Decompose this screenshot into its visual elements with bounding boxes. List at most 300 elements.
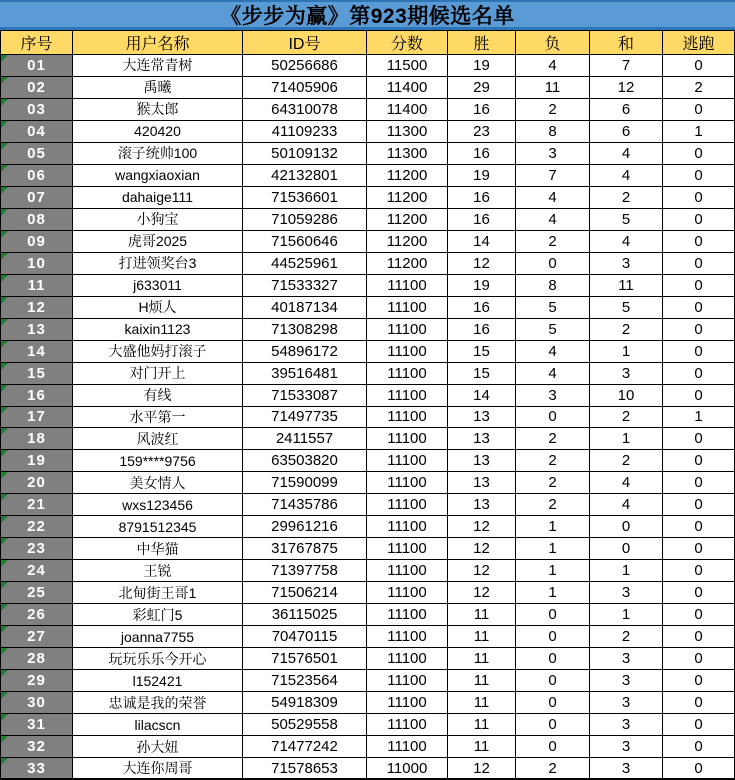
win-cell[interactable]: 11 [448,648,516,670]
win-cell[interactable]: 12 [448,582,516,604]
name-cell[interactable]: 忠诚是我的荣誉 [73,692,243,714]
no-cell[interactable] [0,714,73,736]
id-cell[interactable]: 39516481 [243,363,367,385]
id-cell[interactable]: 2411557 [243,428,367,450]
win-cell[interactable]: 12 [448,538,516,560]
no-cell[interactable] [0,99,73,121]
loss-cell[interactable]: 11 [516,77,590,99]
escape-cell[interactable]: 0 [663,494,735,516]
score-cell[interactable]: 11100 [367,736,448,758]
id-cell[interactable]: 71405906 [243,77,367,99]
win-cell[interactable]: 13 [448,428,516,450]
no-cell[interactable] [0,648,73,670]
no-cell[interactable] [0,582,73,604]
draw-cell[interactable]: 1 [590,560,663,582]
score-cell[interactable]: 11100 [367,428,448,450]
error-indicator-triangle-icon [1,604,8,611]
score-cell[interactable]: 11100 [367,692,448,714]
name-cell[interactable]: wangxiaoxian [73,165,243,187]
name-cell[interactable]: 美女情人 [73,472,243,494]
name-cell[interactable]: 159****9756 [73,450,243,472]
escape-cell[interactable]: 0 [663,319,735,341]
name-cell[interactable]: j633011 [73,275,243,297]
draw-cell[interactable]: 0 [590,516,663,538]
column-header-draw[interactable]: 和 [590,31,663,55]
score-cell[interactable]: 11100 [367,472,448,494]
loss-cell[interactable]: 2 [516,99,590,121]
draw-cell[interactable]: 5 [590,297,663,319]
escape-cell[interactable]: 0 [663,55,735,77]
loss-cell[interactable]: 2 [516,450,590,472]
id-cell[interactable]: 40187134 [243,297,367,319]
draw-cell[interactable]: 2 [590,319,663,341]
win-cell[interactable]: 29 [448,77,516,99]
table-row [0,428,735,450]
id-cell[interactable]: 71523564 [243,670,367,692]
draw-cell[interactable]: 4 [590,165,663,187]
column-header-no[interactable]: 序号 [0,31,73,55]
score-cell[interactable]: 11100 [367,319,448,341]
id-cell[interactable]: 71533327 [243,275,367,297]
loss-cell[interactable]: 2 [516,231,590,253]
win-cell[interactable]: 15 [448,363,516,385]
name-cell[interactable]: 玩玩乐乐今开心 [73,648,243,670]
name-cell[interactable]: lilacscn [73,714,243,736]
loss-cell[interactable]: 2 [516,428,590,450]
table-row [0,450,735,472]
draw-cell[interactable]: 6 [590,99,663,121]
name-cell[interactable]: 大盛他妈打滚子 [73,341,243,363]
id-cell[interactable]: 42132801 [243,165,367,187]
column-header-escape[interactable]: 逃跑 [663,31,735,55]
loss-cell[interactable]: 5 [516,297,590,319]
draw-cell[interactable]: 4 [590,494,663,516]
error-indicator-triangle-icon [1,516,8,523]
draw-cell[interactable]: 4 [590,143,663,165]
loss-cell[interactable]: 0 [516,253,590,275]
id-cell[interactable]: 71533087 [243,385,367,407]
escape-cell[interactable]: 1 [663,121,735,143]
name-cell[interactable]: kaixin1123 [73,319,243,341]
column-header-score[interactable]: 分数 [367,31,448,55]
score-cell[interactable]: 11100 [367,385,448,407]
draw-cell[interactable]: 3 [590,363,663,385]
loss-cell[interactable]: 1 [516,538,590,560]
no-cell[interactable] [0,253,73,275]
no-cell[interactable] [0,385,73,407]
loss-cell[interactable]: 4 [516,341,590,363]
score-cell[interactable]: 11200 [367,165,448,187]
no-cell[interactable] [0,450,73,472]
escape-cell[interactable]: 0 [663,736,735,758]
draw-cell[interactable]: 3 [590,736,663,758]
id-cell[interactable]: 54896172 [243,341,367,363]
draw-cell[interactable]: 3 [590,758,663,780]
name-cell[interactable]: 彩虹门5 [73,604,243,626]
score-cell[interactable]: 11100 [367,494,448,516]
loss-cell[interactable]: 0 [516,670,590,692]
score-cell[interactable]: 11400 [367,77,448,99]
row-number: 22 [27,518,46,536]
row-number: 01 [27,56,46,74]
score-cell[interactable]: 11100 [367,582,448,604]
escape-cell[interactable]: 0 [663,560,735,582]
no-cell[interactable] [0,55,73,77]
loss-cell[interactable]: 0 [516,648,590,670]
loss-cell[interactable]: 2 [516,494,590,516]
name-cell[interactable]: 孙大妞 [73,736,243,758]
loss-cell[interactable]: 3 [516,143,590,165]
draw-cell[interactable]: 3 [590,582,663,604]
escape-cell[interactable]: 2 [663,77,735,99]
id-cell[interactable]: 71435786 [243,494,367,516]
name-cell[interactable]: 大连常青树 [73,55,243,77]
score-cell[interactable]: 11100 [367,363,448,385]
table-row [0,77,735,99]
loss-cell[interactable]: 3 [516,385,590,407]
name-cell[interactable]: wxs123456 [73,494,243,516]
table-row [0,55,735,77]
draw-cell[interactable]: 11 [590,275,663,297]
no-cell[interactable] [0,472,73,494]
name-cell[interactable]: 猴太郎 [73,99,243,121]
name-cell[interactable]: 禹曦 [73,77,243,99]
escape-cell[interactable]: 0 [663,714,735,736]
score-cell[interactable]: 11100 [367,560,448,582]
id-cell[interactable]: 71506214 [243,582,367,604]
draw-cell[interactable]: 3 [590,692,663,714]
win-cell[interactable]: 16 [448,187,516,209]
draw-cell[interactable]: 12 [590,77,663,99]
loss-cell[interactable]: 0 [516,714,590,736]
row-number: 17 [27,408,46,426]
no-cell[interactable] [0,231,73,253]
error-indicator-triangle-icon [1,538,8,545]
draw-cell[interactable]: 10 [590,385,663,407]
win-cell[interactable]: 23 [448,121,516,143]
loss-cell[interactable]: 4 [516,187,590,209]
win-cell[interactable]: 13 [448,407,516,429]
column-header-loss[interactable]: 负 [516,31,590,55]
draw-cell[interactable]: 3 [590,253,663,275]
no-cell[interactable] [0,319,73,341]
no-cell[interactable] [0,428,73,450]
id-cell[interactable]: 71059286 [243,209,367,231]
win-cell[interactable]: 11 [448,626,516,648]
escape-cell[interactable]: 0 [663,297,735,319]
loss-cell[interactable]: 1 [516,582,590,604]
loss-cell[interactable]: 0 [516,626,590,648]
escape-cell[interactable]: 0 [663,187,735,209]
escape-cell[interactable]: 0 [663,99,735,121]
draw-cell[interactable]: 3 [590,670,663,692]
score-cell[interactable]: 11200 [367,209,448,231]
table-row [0,297,735,319]
no-cell[interactable] [0,692,73,714]
win-cell[interactable]: 16 [448,209,516,231]
column-header-win[interactable]: 胜 [448,31,516,55]
error-indicator-triangle-icon [1,341,8,348]
win-cell[interactable]: 16 [448,143,516,165]
id-cell[interactable]: 36115025 [243,604,367,626]
name-cell[interactable]: 有线 [73,385,243,407]
id-cell[interactable]: 71536601 [243,187,367,209]
no-cell[interactable] [0,736,73,758]
draw-cell[interactable]: 7 [590,55,663,77]
name-cell[interactable]: 小狗宝 [73,209,243,231]
error-indicator-triangle-icon [1,692,8,699]
loss-cell[interactable]: 4 [516,55,590,77]
name-cell[interactable]: 8791512345 [73,516,243,538]
column-header-name[interactable]: 用户名称 [73,31,243,55]
name-cell[interactable]: 虎哥2025 [73,231,243,253]
row-number: 24 [27,562,46,580]
name-cell[interactable]: dahaige111 [73,187,243,209]
id-cell[interactable]: 29961216 [243,516,367,538]
no-cell[interactable] [0,121,73,143]
score-cell[interactable]: 11300 [367,143,448,165]
win-cell[interactable]: 19 [448,55,516,77]
score-cell[interactable]: 11100 [367,516,448,538]
loss-cell[interactable]: 2 [516,758,590,780]
draw-cell[interactable]: 1 [590,341,663,363]
loss-cell[interactable]: 1 [516,560,590,582]
loss-cell[interactable]: 5 [516,319,590,341]
name-cell[interactable]: 北甸街王哥1 [73,582,243,604]
score-cell[interactable]: 11100 [367,626,448,648]
draw-cell[interactable]: 1 [590,428,663,450]
error-indicator-triangle-icon [1,736,8,743]
win-cell[interactable]: 12 [448,253,516,275]
win-cell[interactable]: 11 [448,714,516,736]
win-cell[interactable]: 13 [448,472,516,494]
win-cell[interactable]: 16 [448,319,516,341]
error-indicator-triangle-icon [1,648,8,655]
table-row [0,758,735,780]
id-cell[interactable]: 71560646 [243,231,367,253]
table-row [0,670,735,692]
win-cell[interactable]: 13 [448,450,516,472]
no-cell[interactable] [0,516,73,538]
score-cell[interactable]: 11000 [367,758,448,780]
name-cell[interactable]: 对门开上 [73,363,243,385]
win-cell[interactable]: 14 [448,231,516,253]
draw-cell[interactable]: 4 [590,231,663,253]
no-cell[interactable] [0,297,73,319]
escape-cell[interactable]: 0 [663,472,735,494]
draw-cell[interactable]: 2 [590,626,663,648]
row-number: 03 [27,100,46,118]
loss-cell[interactable]: 7 [516,165,590,187]
score-cell[interactable]: 11100 [367,604,448,626]
table-row [0,165,735,187]
score-cell[interactable]: 11200 [367,187,448,209]
draw-cell[interactable]: 6 [590,121,663,143]
row-number: 12 [27,298,46,316]
escape-cell[interactable]: 0 [663,209,735,231]
name-cell[interactable]: 420420 [73,121,243,143]
win-cell[interactable]: 12 [448,516,516,538]
column-header-id[interactable]: ID号 [243,31,367,55]
id-cell[interactable]: 70470115 [243,626,367,648]
win-cell[interactable]: 16 [448,297,516,319]
score-cell[interactable]: 11200 [367,231,448,253]
escape-cell[interactable]: 0 [663,648,735,670]
id-cell[interactable]: 63503820 [243,450,367,472]
score-cell[interactable]: 11500 [367,55,448,77]
escape-cell[interactable]: 0 [663,692,735,714]
table-row [0,407,735,429]
loss-cell[interactable]: 0 [516,692,590,714]
escape-cell[interactable]: 0 [663,670,735,692]
no-cell[interactable] [0,758,73,780]
loss-cell[interactable]: 4 [516,209,590,231]
name-cell[interactable]: 中华猫 [73,538,243,560]
name-cell[interactable]: 王锐 [73,560,243,582]
win-cell[interactable]: 11 [448,604,516,626]
draw-cell[interactable]: 3 [590,714,663,736]
escape-cell[interactable]: 1 [663,407,735,429]
table-row [0,143,735,165]
no-cell[interactable] [0,494,73,516]
score-cell[interactable]: 11100 [367,648,448,670]
name-cell[interactable]: 滚子统帅100 [73,143,243,165]
win-cell[interactable]: 14 [448,385,516,407]
table-row [0,516,735,538]
score-cell[interactable]: 11100 [367,407,448,429]
score-cell[interactable]: 11200 [367,253,448,275]
win-cell[interactable]: 19 [448,165,516,187]
draw-cell[interactable]: 2 [590,187,663,209]
no-cell[interactable] [0,670,73,692]
loss-cell[interactable]: 2 [516,472,590,494]
no-cell[interactable] [0,407,73,429]
escape-cell[interactable]: 0 [663,582,735,604]
id-cell[interactable]: 71397758 [243,560,367,582]
draw-cell[interactable]: 3 [590,648,663,670]
row-number: 28 [27,650,46,668]
draw-cell[interactable]: 2 [590,450,663,472]
id-cell[interactable]: 31767875 [243,538,367,560]
name-cell[interactable]: 水平第一 [73,407,243,429]
win-cell[interactable]: 19 [448,275,516,297]
no-cell[interactable] [0,604,73,626]
no-cell[interactable] [0,165,73,187]
escape-cell[interactable]: 0 [663,165,735,187]
no-cell[interactable] [0,560,73,582]
win-cell[interactable]: 15 [448,341,516,363]
loss-cell[interactable]: 8 [516,275,590,297]
win-cell[interactable]: 12 [448,758,516,780]
id-cell[interactable]: 71308298 [243,319,367,341]
id-cell[interactable]: 71576501 [243,648,367,670]
win-cell[interactable]: 16 [448,99,516,121]
row-number: 19 [27,452,46,470]
escape-cell[interactable]: 0 [663,253,735,275]
escape-cell[interactable]: 0 [663,143,735,165]
escape-cell[interactable]: 0 [663,604,735,626]
score-cell[interactable]: 11100 [367,538,448,560]
id-cell[interactable]: 64310078 [243,99,367,121]
score-cell[interactable]: 11100 [367,450,448,472]
win-cell[interactable]: 12 [448,560,516,582]
name-cell[interactable]: l152421 [73,670,243,692]
no-cell[interactable] [0,538,73,560]
name-cell[interactable]: H烦人 [73,297,243,319]
row-number: 30 [27,694,46,712]
escape-cell[interactable]: 0 [663,385,735,407]
win-cell[interactable]: 11 [448,692,516,714]
loss-cell[interactable]: 8 [516,121,590,143]
loss-cell[interactable]: 0 [516,604,590,626]
no-cell[interactable] [0,187,73,209]
win-cell[interactable]: 11 [448,736,516,758]
score-cell[interactable]: 11100 [367,341,448,363]
no-cell[interactable] [0,275,73,297]
id-cell[interactable]: 71578653 [243,758,367,780]
no-cell[interactable] [0,363,73,385]
escape-cell[interactable]: 0 [663,758,735,780]
no-cell[interactable] [0,143,73,165]
win-cell[interactable]: 13 [448,494,516,516]
draw-cell[interactable]: 2 [590,407,663,429]
loss-cell[interactable]: 0 [516,736,590,758]
id-cell[interactable]: 50109132 [243,143,367,165]
no-cell[interactable] [0,77,73,99]
loss-cell[interactable]: 1 [516,516,590,538]
id-cell[interactable]: 50256686 [243,55,367,77]
id-cell[interactable]: 41109233 [243,121,367,143]
loss-cell[interactable]: 0 [516,407,590,429]
id-cell[interactable]: 71590099 [243,472,367,494]
escape-cell[interactable]: 0 [663,626,735,648]
draw-cell[interactable]: 1 [590,604,663,626]
draw-cell[interactable]: 5 [590,209,663,231]
win-cell[interactable]: 11 [448,670,516,692]
score-cell[interactable]: 11100 [367,670,448,692]
score-cell[interactable]: 11300 [367,121,448,143]
escape-cell[interactable]: 0 [663,450,735,472]
score-cell[interactable]: 11100 [367,275,448,297]
escape-cell[interactable]: 0 [663,275,735,297]
escape-cell[interactable]: 0 [663,363,735,385]
name-cell[interactable]: joanna7755 [73,626,243,648]
row-number: 25 [27,584,46,602]
loss-cell[interactable]: 4 [516,363,590,385]
draw-cell[interactable]: 0 [590,538,663,560]
score-cell[interactable]: 11100 [367,714,448,736]
id-cell[interactable]: 71477242 [243,736,367,758]
escape-cell[interactable]: 0 [663,341,735,363]
escape-cell[interactable]: 0 [663,516,735,538]
no-cell[interactable] [0,341,73,363]
score-cell[interactable]: 11400 [367,99,448,121]
escape-cell[interactable]: 0 [663,428,735,450]
escape-cell[interactable]: 0 [663,538,735,560]
id-cell[interactable]: 71497735 [243,407,367,429]
name-cell[interactable]: 风波红 [73,428,243,450]
name-cell[interactable]: 大连你周哥 [73,758,243,780]
name-cell[interactable]: 打进领奖台3 [73,253,243,275]
id-cell[interactable]: 44525961 [243,253,367,275]
id-cell[interactable]: 54918309 [243,692,367,714]
score-cell[interactable]: 11100 [367,297,448,319]
id-cell[interactable]: 50529558 [243,714,367,736]
no-cell[interactable] [0,626,73,648]
no-cell[interactable] [0,209,73,231]
draw-cell[interactable]: 4 [590,472,663,494]
escape-cell[interactable]: 0 [663,231,735,253]
